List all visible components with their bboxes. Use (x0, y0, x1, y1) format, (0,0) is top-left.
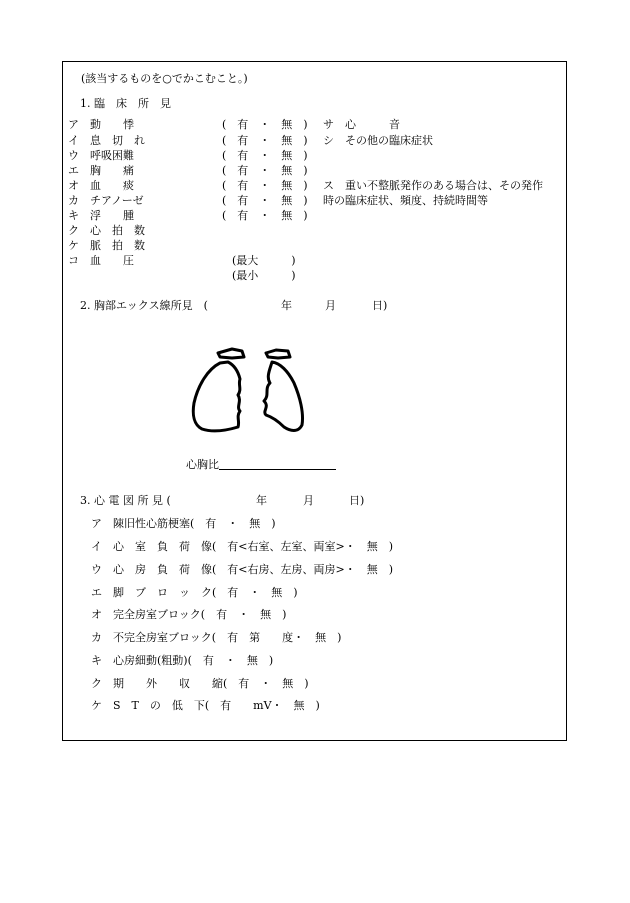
xray-month: 月 (325, 299, 336, 312)
ecg-row[interactable]: イ 心 室 負 荷 像( 有<右室、左室、両室>・ 無 ) (91, 540, 394, 553)
arrhythmia-label-1: ス 重い不整脈発作のある場合は、その発作 (323, 179, 543, 192)
clinical-label: ア 動 悸 (68, 118, 134, 131)
ecg-month: 月 (303, 494, 314, 507)
clinical-label: ケ 脈 拍 数 (68, 239, 145, 252)
cardiothoracic-ratio-field[interactable] (219, 469, 336, 470)
xray-year: 年 (281, 299, 292, 312)
ecg-row[interactable]: ク 期 外 収 縮( 有 ・ 無 ) (91, 677, 309, 690)
xray-day: 日) (372, 299, 388, 312)
ecg-row[interactable]: ア 陳旧性心筋梗塞( 有 ・ 無 ) (91, 517, 276, 530)
clinical-label: イ 息 切 れ (68, 134, 145, 147)
bp-min: (最小 ) (232, 269, 296, 282)
clinical-choice[interactable]: ( 有 ・ 無 ) (222, 164, 308, 177)
clinical-heading: 1. 臨 床 所 見 (80, 97, 171, 110)
clinical-choice[interactable]: ( 有 ・ 無 ) (222, 209, 308, 222)
clinical-label: コ 血 圧 (68, 254, 134, 267)
ecg-row[interactable]: ケ S T の 低 下( 有 mV・ 無 ) (91, 699, 320, 712)
clinical-choice[interactable]: ( 有 ・ 無 ) (222, 118, 308, 131)
ecg-row[interactable]: キ 心房細動(粗動)( 有 ・ 無 ) (91, 654, 274, 667)
ecg-year: 年 (256, 494, 267, 507)
ecg-row[interactable]: ウ 心 房 負 荷 像( 有<右房、左房、両房>・ 無 ) (91, 563, 394, 576)
instruction-text: (該当するものを○でかこむこと。) (81, 72, 248, 85)
ecg-heading: 3. 心 電 図 所 見 ( (80, 494, 171, 507)
clinical-label: エ 胸 痛 (68, 164, 134, 177)
chest-xray-lungs-drawing (180, 345, 320, 440)
clinical-label: キ 浮 腫 (68, 209, 134, 222)
ecg-row[interactable]: カ 不完全房室ブロック( 有 第 度・ 無 ) (91, 631, 342, 644)
clinical-choice[interactable]: ( 有 ・ 無 ) (222, 134, 308, 147)
ecg-day: 日) (349, 494, 365, 507)
heart-sound-label: サ 心 音 (323, 118, 400, 131)
clinical-label: オ 血 痰 (68, 179, 134, 192)
clinical-choice[interactable]: ( 有 ・ 無 ) (222, 179, 308, 192)
other-symptoms-label: シ その他の臨床症状 (323, 134, 433, 147)
ecg-row[interactable]: エ 脚 ブ ロ ッ ク( 有 ・ 無 ) (91, 586, 298, 599)
clinical-choice[interactable]: ( 有 ・ 無 ) (222, 194, 308, 207)
clinical-label: ク 心 拍 数 (68, 224, 145, 237)
arrhythmia-label-2: 時の臨床症状、頻度、持続時間等 (323, 194, 488, 207)
cardiothoracic-ratio-label: 心胸比 (186, 458, 219, 471)
clinical-choice[interactable]: ( 有 ・ 無 ) (222, 149, 308, 162)
bp-max: (最大 ) (232, 254, 296, 267)
xray-heading: 2. 胸部エックス線所見 ( (80, 299, 208, 312)
clinical-label: カ チアノーゼ (68, 194, 144, 207)
ecg-row[interactable]: オ 完全房室ブロック( 有 ・ 無 ) (91, 608, 287, 621)
clinical-label: ウ 呼吸困難 (68, 149, 134, 162)
